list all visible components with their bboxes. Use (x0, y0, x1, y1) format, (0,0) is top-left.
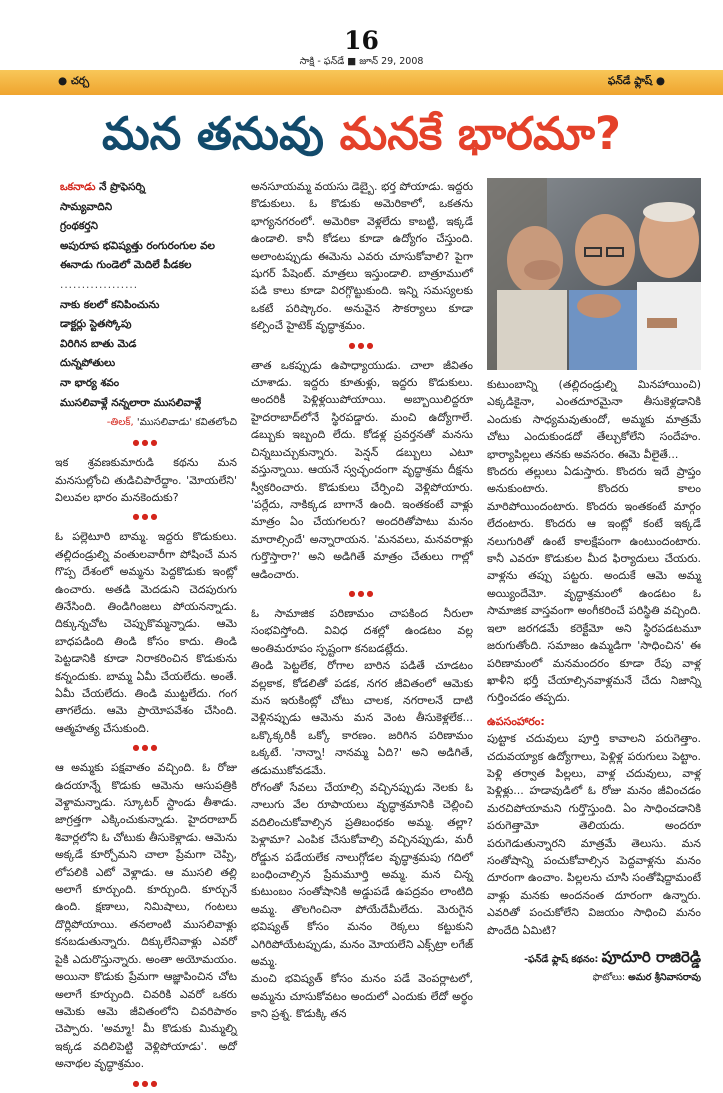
article-paragraph: కుటుంబాన్ని (తల్లిదండ్రుల్ని మినహాయించి) ఎక్కడికైనా, ఎంతదూరమైనా తీసుకెళ్లడానికి ఎందుకు సాధ్యమవుతుందో, అమ్మకు మాత్రమే చోటు ఎందుకుండదో తేల్చుకోలేని సందేహం. భార్యాపిల్లలు తనకు అవసరం. ఈమె వీలైతే... (487, 378, 701, 461)
poem-line: డాక్టర్లు స్టెతస్కోపు (60, 318, 132, 331)
section-separator: ●●● (132, 1078, 160, 1088)
section-separator: ●●● (348, 340, 376, 350)
poem-line: విరిగిన బాతు మెడ (60, 337, 137, 350)
poem-line: దున్నపోతులు (60, 357, 116, 370)
byline-author: పూదూరి రాజిరెడ్డి (601, 948, 701, 966)
photo-illustration (487, 178, 701, 370)
poem-line: గ్రంథకర్తని (60, 220, 98, 233)
poem-line: నా భార్య శవం (60, 376, 120, 389)
poem-line: నాకు కలలో కనిపించును (60, 298, 160, 311)
section-label-left: ● చర్చ (58, 75, 90, 87)
photo-credit (487, 970, 701, 986)
headline-part-1: మన తనువు (101, 107, 340, 160)
section-band (0, 70, 723, 95)
poem-ellipsis: .................. (60, 278, 139, 291)
article-paragraph: పుట్టాక చదువులు పూర్తి కావాలని పరుగెత్తాం. చదువయ్యాక ఉద్యోగాలు, పెళ్లిళ్ల పరుగులు పెట్టాం. పెళ్లి తర్వాత పిల్లలు, వాళ్ల చదువులు, వాళ్ల పెళ్లిళ్లు... హడావుడిలో ఓ రోజు మనం జీవించడం మరచిపోయామని గుర్తొస్తుంది. ఏం సాధించడానికి పరుగెత్తామో తెలియదు. అందరూ పరుగెడుతున్నారని మాత్రమే తెలుసు. మన సంతోషాన్ని పంచుకోవాల్సిన పెద్దవాళ్లను మనం దూరంగా ఉంచాం. పిల్లలను చూసి సంతోషిద్దామంటే వాళ్లు మనకు అందనంత దూరంగా ఉన్నారు. ఎవరితో పంచుకోలేని విజయం సాధించి మనం పొందేది ఏమిటి? (487, 732, 701, 937)
poem-author: -తిలక్, (106, 417, 134, 429)
column-1 (55, 178, 237, 1088)
poem-first-line-rest: నే ప్రొఫెసర్ని (95, 181, 146, 193)
article-paragraph: ఓ పల్లెటూరి బామ్మ. ఇద్దరు కొడుకులు. తల్లిదండ్రుల్ని వంతులవారీగా పోషించే మన గొప్ప దేశంలో అమ్మను పెద్దకొడుకు ఇంట్లో ఉంచారు. అతడి మెదడుని చెదపురుగు తినేసింది. తిండిగింజలు పోయనన్నాడు. దిక్కున్నచోట చెప్పుకొమ్మన్నాడు. ఆమె బాధపడింది తిండి కోసం కాదు. తిండి పెట్టడానికి కూడా నిరాకరించిన కొడుకును కన్నందుకు. బామ్మ ఏమీ చేయలేదు. అంతే. ఏమీ చేయలేదు. తిండి ముట్టలేదు. గంగ తాగలేదు. ఆమె ప్రాయోపవేశం చేసింది. ఆత్మహత్య చేసుకుంది. (55, 530, 237, 735)
poem-lead-word: ఒకనాడు (60, 181, 96, 193)
section-separator: ●●● (132, 438, 160, 448)
section-separator: ●●● (132, 743, 160, 753)
article-paragraph: కొందరు తల్లులు ఏడుస్తారు. కొందరు ఇదే ప్రాప్తం అనుకుంటారు. కొందరు కాలం మారిపోయిందంటారు. కొందరు ఇంతకంటే మార్గం లేదంటారు. కొందరు ఆ ఇంట్లో కంటే ఇక్కడే నలుగురితో ఉంటే కాలక్షేపంగా ఉంటుందంటారు. కానీ ఎవరూ కొడుకుల మీద ఫిర్యాదులు చేయరు. వాళ్లను తప్పు పట్టరు. అందుకే ఆమె అమ్మ అయ్యిందేమో. వృద్ధాశ్రమంలో ఉండటం ఓ సామాజిక వాస్తవంగా అంగీకరించే పరిస్థితి వచ్చింది. ఇలా జరగడమే కరెక్టేమో అని స్థిరపడటమూ జరుగుతోంది. సమాజం ఉమ్మడిగా 'సాధించిన' ఈ పరిణామంలో మనమందరం కూడా రేపు వాళ్ల ఖాళీని భర్తీ చేయాల్సినవాళ్లమనే చేదు నిజాన్ని గుర్తించడం తప్పదు. (487, 465, 701, 705)
photo-credit-name: అమర శ్రీనివాసరావు (628, 972, 701, 983)
conclusion-heading: ఉపసంహారం: (487, 714, 545, 728)
article-paragraph: రోగంతో సేవలు చేయాల్సి వచ్చినప్పుడు నెలకు ఓ నాలుగు వేల రూపాయలు వృద్ధాశ్రమానికి చెల్లించి వదిలించుకోవాల్సిన ప్రతిబంధకం అమ్మ. తల్లా? పెళ్లామా? ఎంపిక చేసుకోవాల్సి వచ్చినప్పుడు, మరీ రోడ్డున పడేయలేక నాలుగ్గోడల వృద్ధాశ్రమపు గదిలో బంధించాల్సిన ప్రేమమూర్తి అమ్మ. మన చిన్న కుటుంబం సంతోషానికి అడ్డుపడే ఉపద్రవం లాంటిది అమ్మ. తొలగించినా పోయేదేమీలేదు. మెరుగైన భవిష్యత్ కోసం మనం రెక్కలు కట్టుకుని ఎగిరిపోయేటప్పుడు, మనం మోయలేని ఎక్స్‌ట్రా లగేజ్ అమ్మ. (251, 781, 473, 969)
article-paragraph: ఆ అమ్మకు పక్షవాతం వచ్చింది. ఓ రోజు ఉదయాన్నే కొడుకు ఆమెను ఆసుపత్రికి వెళ్దామన్నాడు. స్కూటర్ స్టాండు తీశాడు. జాగ్రత్తగా ఎక్కించుకున్నాడు. హైదరాబాద్ శివార్లలోని ఓ చోటుకు తీసుకెళ్లాడు. ఆమెను అక్కడే కూర్చోమని చాలా ప్రేమగా చెప్పి, లోపలికి ఎటో వెళ్లాడు. ఆ ముసలి తల్లి అలాగే కూర్చుంది. కూర్చుంది. కూర్చునే ఉంది. క్షణాలు, నిమిషాలు, గంటలు దొర్లిపోయాయి. తనలాంటి ముసలివాళ్లు కనబడుతున్నారు. దిక్కులేనివాళ్లు ఎవరో పైకి ఎదురొస్తున్నారు. అంతా అయోమయం. అయినా కొడుకు ప్రేమగా ఆజ్ఞాపించిన చోట అలాగే కూర్చుంది. చివరికి ఎవరో ఒకరు ఆమెకు ఆమె జీవితంలోని చివరిపాఠం చెప్పారు. 'అమ్మా! మీ కొడుకు మిమ్మల్ని ఇక్కడ వదిలిపెట్టి వెళ్లిపోయాడు'. అదో అనాథల వృద్ధాశ్రమం. (55, 761, 237, 1071)
headline (0, 104, 723, 164)
article-paragraph: తాత ఒకప్పుడు ఉపాధ్యాయుడు. చాలా జీవితం చూశాడు. ఇద్దరు కూతుళ్లు, ఇద్దరు కొడుకులు. అందరికీ పెళ్లిళ్లయిపోయాయి. అబ్బాయిలిద్దరూ హైదరాబాద్‌లోనే స్థిరపడ్డారు. మంచి ఉద్యోగాలే. డబ్బుకు ఇబ్బంది లేదు. కోడళ్ల ప్రవర్తనతో మనసు చిన్నబుచ్చుకున్నారు. పెన్షన్ డబ్బులు ఎటూ వస్తున్నాయి. ఆయనే స్వచ్ఛందంగా వృద్ధాశ్రమ దీక్షను స్వీకరించారు. కొడుకులు చేర్పించి వెళ్లిపోయారు. 'పర్లేదు, నాకిక్కడ బాగానే ఉంది. ఇంతకంటే వాళ్లు మాత్రం ఏం చేయగలరు? అందరితోపాటు మనం మారాల్సిందే' అన్నారాయన. 'మనవలు, మనవరాళ్లు గుర్తొస్తారా?' అని అడిగితే మాత్రం చేతులు గాల్లో ఆడించారు. (251, 358, 473, 581)
byline-label: -ఫన్‌డే ఫ్లాష్ కథనం: (524, 954, 602, 965)
poem-line: ఈనాడు గుండెలో మెదిలే పీడకల (60, 259, 192, 272)
section-separator: ●●● (132, 512, 160, 522)
photo-elderly-men (487, 178, 701, 370)
column-2 (251, 178, 473, 1021)
article-paragraph: మంచి భవిష్యత్ కోసం మనం పడే వెంపర్లాటలో, అమ్మను చూసుకోవటం అందులో ఎందుకు లేదో అర్థం కాని ప్రశ్న. కొడుక్కి తన (251, 972, 473, 1021)
poem-line: అపురూప భవిష్యత్తు రంగురంగుల వల (60, 239, 215, 252)
section-separator: ●●● (348, 588, 376, 598)
article-paragraph: ఇక శ్రవణకుమారుడి కథను మన మనసుల్లోంచి తుడిచిపారేద్దాం. 'మోయలేని' విలువల భారం మనకెందుకు? (55, 456, 237, 504)
poem-line: సామ్యవాదిని (60, 200, 113, 213)
byline (487, 947, 701, 970)
column-3 (487, 376, 701, 983)
photo-credit-label: ఫొటోలు: (592, 972, 629, 983)
dateline: సాక్షి - ఫన్‌డే ■ జూన్ 29, 2008 (299, 56, 424, 67)
section-label-right: ఫన్‌డే ఫ్లాష్ ● (607, 75, 665, 87)
poem-source: 'ముసలివాడు' కవితలోంచి (133, 417, 237, 429)
poem-attribution (55, 413, 237, 432)
page-number: 16 (344, 26, 379, 55)
article-paragraph: తిండి పెట్టలేక, రోగాల బారిన పడితే చూడటం వల్లకాక, కోడలితో పడక, నగర జీవితంలో ఆమెకు మన ఇరుకింట్లో చోటు చాలక, నగరాలనే దాటి వెళ్లినప్పుడు ఆమెను మన వెంట తీసుకెళ్లలేక... ఒక్కొక్కరికీ ఒక్కో కారణం. జరిగిన పరిణామం ఒక్కటే. 'నాన్నా! నానమ్మ ఏది?' అని అడిగితే, తడుముకోవడమే. (251, 659, 473, 777)
poem-line (60, 178, 237, 198)
headline-part-2: మనకే భారమా? (339, 107, 622, 160)
article-paragraph: ఓ సామాజిక పరిణామం చాపకింద నీరులా సంభవిస్తోంది. వివిధ దశల్లో ఉండటం వల్ల అంతిమరూపం స్పష్టంగా కనబడట్లేదు. (251, 606, 473, 655)
poem (55, 178, 237, 413)
poem-line: ముసలివాళ్లే నన్నలారా ముసలివాళ్లే (60, 396, 202, 409)
article-paragraph: అనసూయమ్మ వయసు డెబ్బై. భర్త పోయాడు. ఇద్దరు కొడుకులు. ఓ కొడుకు అమెరికాలో, ఒకతను భాగ్యనగరంలో. అమెరికా వెళ్లలేదు కాబట్టి, ఇక్కడే ఉండాలి. కానీ కోడలు కూడా ఉద్యోగం చేస్తుంది. అలాంటప్పుడు ఈమెను ఎవరు చూసుకోవాలి? పైగా షుగర్ పేషెంట్. మాత్రలు ఇస్తుండాలి. బాత్రూములో పడి కాలు కూడా విరగ్గొట్టుకుంది. ఇన్ని సమస్యలకు ఒకటే పరిష్కారం. అనువైన సౌకర్యాలు కూడా కల్పించే హైటెక్ వృద్ధాశ్రమం. (251, 180, 473, 333)
